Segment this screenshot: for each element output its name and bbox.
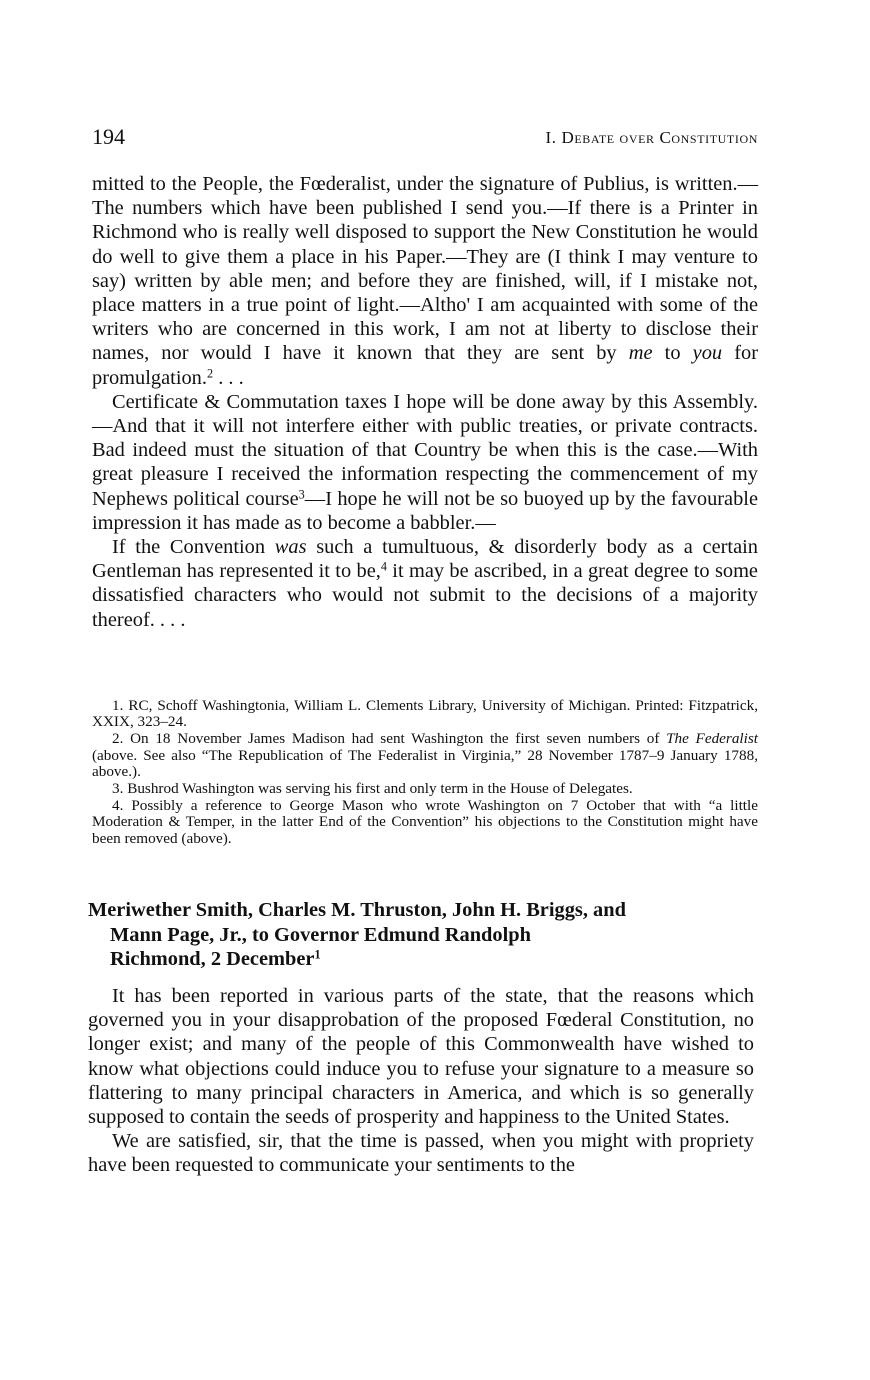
body-paragraph: It has been reported in various parts of the state, that the reasons which governed you in your disapprobation of the proposed Fœderal Constitution, no longer exist; and many of the people of this Commonwealth have wished to know what objections could induce you to refuse your signature to a measure so flattering to many principal characters in America, and which is so generally supposed to contain the seeds of prosperity and happiness to the United States. [88, 985, 754, 1129]
footnote-1: 1. RC, Schoff Washingtonia, William L. Clements Library, University of Michigan. Printed: Fitzpatrick, XXIX, 323–24. [92, 697, 758, 731]
page-number: 194 [92, 124, 125, 149]
emphasis-you: you [692, 342, 723, 365]
heading-line: Meriwether Smith, Charles M. Thruston, John H. Briggs, and [88, 899, 626, 921]
document-heading [88, 898, 768, 972]
body-paragraph: Certificate & Commutation taxes I hope will be done away by this Assembly.—And that it will not interfere either with public treaties, or private contracts. Bad indeed must the situation of that Country be when this is the case.—With great pleasure I received the information respecting the commencement of my Nephews political course$^3$—I hope he will not be so buoyed up by the favourable impression it has made as to become a babbler.— [92, 390, 759, 534]
footnote-ref: 3 [298, 486, 305, 501]
emphasis-was: was [274, 536, 307, 559]
page-header [92, 124, 758, 154]
footnote-4: 4. Possibly a reference to George Mason who wrote Washington on 7 October that with “a little Moderation & Temper, in the latter End of the Convention” his objections to the Constitution might have been removed (above). [92, 797, 758, 847]
heading-dateline: Richmond, 2 December$^1$ [110, 947, 321, 971]
footnote-2: 2. On 18 November James Madison had sent Washington the first seven numbers of The Federalist (above. See also “The Republication of The Federalist in Virginia,” 28 November 1787–9 January 1788, above.). [92, 730, 758, 780]
emphasis-me: me [628, 342, 653, 365]
letter-continuation-body [92, 172, 758, 632]
footnote-ref: 1 [314, 947, 321, 962]
body-paragraph: We are satisfied, sir, that the time is passed, when you might with propriety have been requested to communicate your sentiments to the [88, 1130, 754, 1177]
footnote-3: 3. Bushrod Washington was serving his first and only term in the House of Delegates. [112, 780, 633, 798]
footnote-ref: 2 [206, 365, 214, 380]
footnote-ref: 4 [380, 559, 387, 574]
footnotes [92, 698, 758, 848]
body-paragraph: mitted to the People, the Fœderalist, under the signature of Publius, is written.—The numbers which have been published I send you.—If there is a Printer in Richmond who is really well disposed to support the New Constitution he would do well to give them a place in his Paper.—They are (I think I may venture to say) written by able men; and before they are finished, will, if I mistake not, place matters in a true point of light.—Altho' I am acquainted with some of the writers who are concerned in this work, I am not at liberty to disclose their names, nor would I have it known that they are sent by me to you for promulgation.$^2$ . . . [92, 173, 758, 389]
letter-body [88, 984, 754, 1178]
body-paragraph: If the Convention was such a tumultuous, & disorderly body as a certain Gentleman has represented it to be,$^4$ it may be ascribed, in a great degree to some dissatisfied characters who would not submit to the decisions of a majority thereof. . . . [92, 536, 759, 631]
running-head: I. Debate over Constitution [545, 128, 758, 147]
heading-line: Mann Page, Jr., to Governor Edmund Randolph [110, 923, 531, 946]
